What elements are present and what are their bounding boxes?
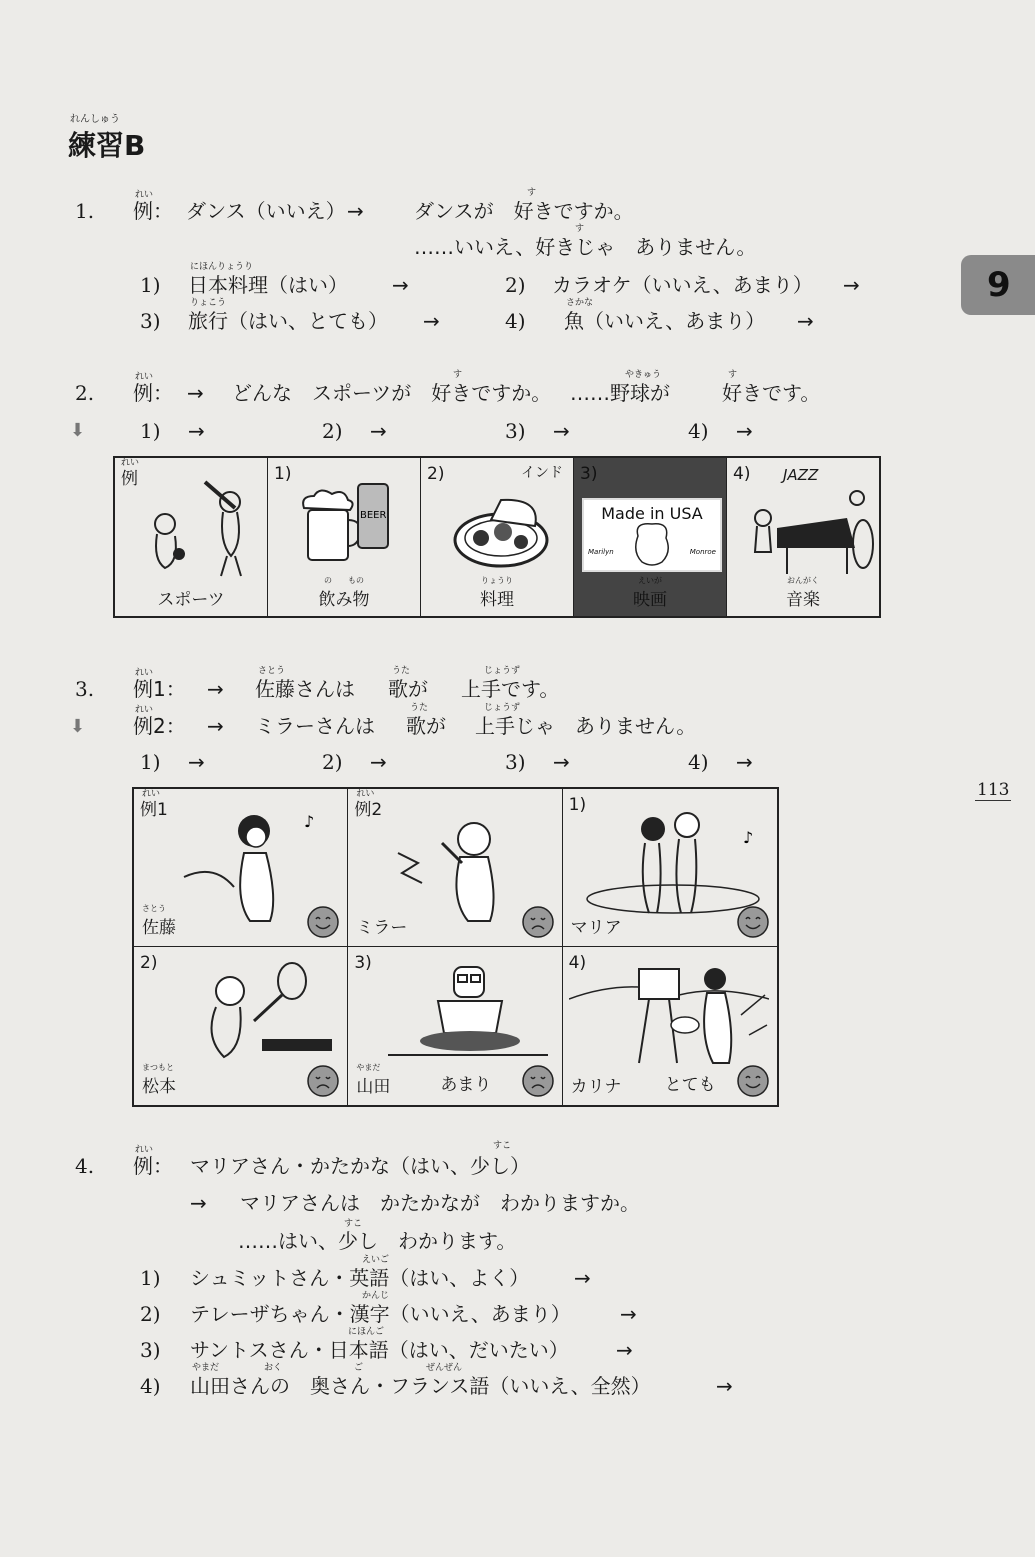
cell-caption [574,576,726,610]
ex3-s1-obj: 歌が [388,677,428,701]
ex3-s1-pred-ruby: じょうず [484,666,521,676]
ex4-item-4-num: 4) [140,1374,161,1398]
ex2-ruby: れい [135,372,154,382]
cell-label-ruby: れい [356,789,375,799]
ex3-picture-grid [132,787,779,1107]
cell-caption-ruby: えいが [638,576,662,585]
ex1-item-2-num: 2) [505,273,526,297]
cell-label: 4) [568,953,587,973]
arrow-right-icon: → [187,381,204,405]
ex3-number: 3. [75,677,95,701]
cell-tag: JAZZ [783,466,819,484]
ex2-answer-1: ……野球が [570,381,670,405]
ex4-label: 例： [133,1154,173,1178]
cell-name-text: 山田 [356,1077,391,1097]
cell-caption-text: 音楽 [786,590,820,610]
cell-caption [268,576,420,610]
ex4-a-ruby: すこ [344,1219,363,1229]
ex1-number: 1. [75,199,95,223]
ex3-s2-obj: 歌が [406,714,446,738]
ex3-label-2: 例2： [133,714,186,738]
arrow-right-icon: → [797,309,814,333]
page-title: 練習B [68,129,146,162]
ex2-label: 例： [133,381,173,405]
title-ruby: れんしゅう [70,114,120,125]
cooking-man-icon [378,957,548,1067]
music-note-icon: ♪ [742,828,753,847]
ex1-item-4-ruby: さかな [566,298,594,308]
baseball-players-icon [135,472,255,582]
cell-label: 例2 [354,800,383,820]
cell-name [356,913,407,938]
arrow-right-icon: → [347,199,364,223]
ex1-label: 例： [133,199,173,223]
ex1-item-1-num: 1) [140,273,161,297]
movie-poster [582,498,722,572]
ex4-item-2-ruby: かんじ [362,1291,390,1301]
arrow-right-icon: → [736,750,753,774]
ex1-item-3: 旅行（はい、とても） [188,309,388,333]
cell-name-text: 佐藤 [142,918,176,938]
face-icon [632,522,672,566]
arrow-right-icon: → [370,750,387,774]
ex3-item-4: 4) [688,750,709,774]
ex3-cell-1 [563,789,777,947]
cell-label: 例 [121,469,138,489]
ex3-s2-name: ミラーさんは [255,714,375,738]
cell-label: 1) [568,795,587,815]
ex4-item-2-num: 2) [140,1302,161,1326]
tennis-players-icon [174,957,344,1067]
arrow-right-icon: → [190,1191,207,1215]
page-number: 113 [977,780,1010,800]
ex2-question: どんな スポーツが 好きですか。 [232,381,552,405]
cell-name-text: マリア [570,918,622,938]
ex1-item-1: 日本料理（はい） [188,273,348,297]
ex3-item-2: 2) [322,750,343,774]
ex3-label-1: 例1： [133,677,186,701]
arrow-right-icon: → [188,419,205,443]
sad-face-icon [522,906,554,938]
down-arrow-icon: ⬇ [70,420,86,441]
sad-face-icon [522,1065,554,1097]
ex4-answer: ……はい、少し わかります。 [238,1229,517,1253]
ex1-item-1-ruby: にほんりょうり [190,262,254,272]
cell-name-text: ミラー [356,918,408,938]
ex3-cell-example-2 [348,789,562,947]
cell-name [142,904,176,938]
cell-degree: あまり [440,1075,492,1095]
poster-sig-2: Monroe [689,548,716,556]
arrow-right-icon: → [392,273,409,297]
cell-label-ruby: れい [121,458,140,468]
happy-face-icon [737,1065,769,1097]
ex1-item-3-num: 3) [140,309,161,333]
ex2-item-3: 3) [505,419,526,443]
ex4-item-1-ruby: えいご [362,1255,390,1265]
ex4-item-1-num: 1) [140,1266,161,1290]
cell-caption-ruby: の もの [324,576,364,585]
cell-caption [421,576,573,610]
ex4-item-1: シュミットさん・英語（はい、よく） [190,1266,530,1290]
ex3-cell-3 [348,947,562,1105]
ex2-number: 2. [75,381,95,405]
ex2-picture-grid [113,456,881,618]
ex3-ruby-2: れい [135,705,154,715]
cell-label: 2) [427,464,445,484]
ex3-s2-obj-ruby: うた [410,703,429,713]
ex2-item-1: 1) [140,419,161,443]
ex2-answer-2: 好きです。 [722,381,821,405]
ex4-item-3: サントスさん・日本語（はい、だいたい） [190,1338,569,1362]
beer-text: BEER [360,510,387,521]
ex4-item-3-ruby: にほんご [348,1327,385,1337]
arrow-right-icon: → [423,309,440,333]
arrow-right-icon: → [207,714,224,738]
cell-name-ruby: まつもと [142,1063,174,1072]
ex2-a1-ruby: やきゅう [625,370,662,380]
cell-label: 3) [580,464,598,484]
ex3-cell-2 [134,947,348,1105]
down-arrow-icon: ⬇ [70,716,86,737]
ex1-answer: ……いいえ、好きじゃ ありません。 [414,235,757,259]
ex3-ruby-1: れい [135,668,154,678]
ex4-question: マリアさんは かたかなが わかりますか。 [240,1191,640,1215]
ex2-q-ruby: す [453,370,463,380]
chapter-tab: 9 [961,255,1035,315]
ex4-item-3-num: 3) [140,1338,161,1362]
cell-label: 4) [733,464,751,484]
ex1-item-4-num: 4) [505,309,526,333]
beer-icon [298,474,398,574]
cell-caption [727,576,879,610]
ex4-item-4-ruby: やまだ おく ご ぜんぜん [192,1363,463,1373]
arrow-right-icon: → [553,750,570,774]
ex3-s2-pred: 上手じゃ ありません。 [475,714,697,738]
cell-name [571,913,622,938]
ex3-s1-pred: 上手です。 [461,677,560,701]
ex4-ruby: れい [135,1145,154,1155]
ex4-cue-ruby: すこ [493,1141,512,1151]
jazz-band-icon [737,488,877,580]
cell-label: 3) [354,953,372,973]
cell-caption-text: 料理 [480,590,514,610]
ex2-item-2: 2) [322,419,343,443]
ex4-number: 4. [75,1154,95,1178]
poster-sig-1: Marilyn [588,548,614,556]
ex1-item-4: 魚（いいえ、あまり） [564,309,766,333]
cell-label: 1) [274,464,292,484]
cell-name-text: 松本 [142,1077,176,1097]
arrow-right-icon: → [370,419,387,443]
ex2-item-4: 4) [688,419,709,443]
poster-title: Made in USA [601,504,703,523]
ex3-s1-name-ruby: さとう [258,666,286,676]
cell-name [142,1063,176,1097]
happy-face-icon [737,906,769,938]
ex4-cue: マリアさん・かたかな（はい、少し） [190,1154,530,1178]
cell-name-ruby: さとう [142,904,166,913]
ex2-a2-ruby: す [728,370,738,380]
cell-name-ruby: やまだ [356,1063,381,1072]
arrow-right-icon: → [616,1338,633,1362]
cell-caption: スポーツ [157,590,225,610]
cell-name-text: カリナ [570,1077,622,1097]
arrow-right-icon: → [207,677,224,701]
ex1-item-2: カラオケ（いいえ、あまり） [552,273,813,297]
ex1-item-3-ruby: りょこう [190,298,227,308]
ex2-cell-1 [268,458,421,616]
painter-woman-icon [569,955,769,1067]
ex3-cell-4 [563,947,777,1105]
ex3-s2-pred-ruby: じょうず [484,703,521,713]
arrow-right-icon: → [620,1302,637,1326]
arrow-right-icon: → [553,419,570,443]
ex1-ruby: れい [135,190,154,200]
arrow-right-icon: → [188,750,205,774]
cell-label: 例1 [140,800,168,820]
arrow-right-icon: → [574,1266,591,1290]
ex4-item-2: テレーザちゃん・漢字（いいえ、あまり） [190,1302,571,1326]
cell-caption-ruby: りょうり [481,576,513,585]
ex3-cell-example-1 [134,789,348,947]
dancing-couple-icon [573,803,763,923]
ex1-q-ruby: す [527,188,537,198]
singer-woman-icon [174,803,334,923]
curry-plate-icon [451,492,551,572]
arrow-right-icon: → [716,1374,733,1398]
ex2-cell-4 [727,458,879,616]
music-note-icon: ♪ [304,812,315,831]
cell-label: 2) [140,953,158,973]
ex3-item-1: 1) [140,750,161,774]
ex3-s1-name: 佐藤さんは [255,677,355,701]
sad-face-icon [307,1065,339,1097]
cell-degree: とても [664,1075,716,1095]
arrow-right-icon: → [736,419,753,443]
happy-face-icon [307,906,339,938]
ex3-s1-obj-ruby: うた [392,666,411,676]
ex1-question: ダンスが 好きですか。 [414,199,634,223]
singer-man-icon [378,803,538,923]
cell-tag: インド [521,465,563,481]
cell-caption-text: 映画 [633,590,667,610]
ex3-item-3: 3) [505,750,526,774]
cell-name [571,1072,622,1097]
cell-name [356,1063,390,1097]
ex2-cell-example [115,458,268,616]
ex2-cell-3 [574,458,727,616]
cell-label-ruby: れい [142,789,161,799]
arrow-right-icon: → [843,273,860,297]
ex1-a-ruby: す [575,224,585,234]
cell-caption-ruby: おんがく [787,576,819,585]
cell-caption-text: 飲み物 [318,590,370,610]
ex4-item-4: 山田さんの 奥さん・フランス語（いいえ、全然） [190,1374,651,1398]
ex1-cue: ダンス（いいえ） [186,199,346,223]
ex2-cell-2 [421,458,574,616]
